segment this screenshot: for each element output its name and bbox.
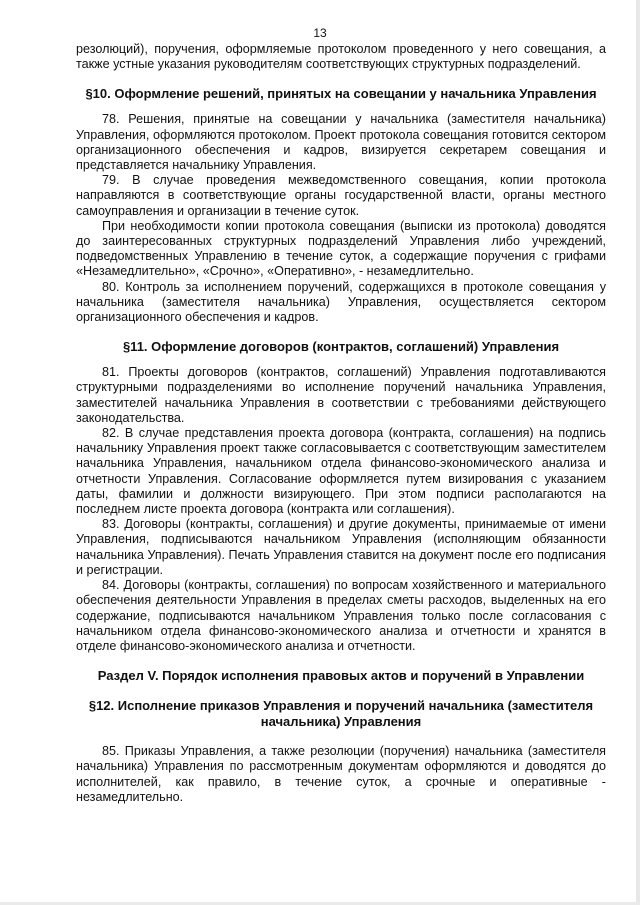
paragraph-85: 85. Приказы Управления, а также резолюции (поручения) начальника (заместителя начальника) Управления по рассмотренным документам оформляются и доводятся до исполнителей, как правило, в течение суток, а срочные и оперативные - незамедлительно. [76, 744, 606, 804]
document-body [76, 42, 606, 805]
heading-part-5: Раздел V. Порядок исполнения правовых актов и поручений в Управлении [97, 668, 585, 684]
heading-section-10: §10. Оформление решений, принятых на совещании у начальника Управления [85, 86, 597, 102]
heading-section-12-line2: начальника) Управления [260, 714, 422, 730]
page-number: 13 [313, 26, 327, 40]
paragraph-81: 81. Проекты договоров (контрактов, соглашений) Управления подготавливаются структурными подразделениями во исполнение поручений начальника Управления, заместителей начальника Управления в соответствии с требованиями действующего законодательства. [76, 365, 606, 425]
heading-section-12 [76, 698, 606, 730]
heading-section-11: §11. Оформление договоров (контрактов, соглашений) Управления [122, 339, 560, 355]
paragraph-79: 79. В случае проведения межведомственного совещания, копии протокола направляются в соответствующие органы государственной власти, органы местного самоуправления и организации в течение суток. [76, 173, 606, 218]
paragraph-78: 78. Решения, принятые на совещании у начальника (заместителя начальника) Управления, оформляются протоколом. Проект протокола совещания готовится сектором организационного обеспечения и кадров, визируется секретарем совещания и представляется начальнику Управления. [76, 112, 606, 173]
paragraph-84: 84. Договоры (контракты, соглашения) по вопросам хозяйственного и материального обеспечения деятельности Управления в пределах сметы расходов, выделенных на его содержание, подписываются начальником Управления только после согласования с начальником отдела финансово-экономического анализа и отчетности и хранятся в отделе финансово-экономического анализа и отчетности. [76, 578, 606, 653]
paragraph-82: 82. В случае представления проекта договора (контракта, соглашения) на подпись начальнику Управления проект также согласовывается с соответствующим заместителем начальника Управления, начальником отдела финансово-экономического анализа и отчетности Управления. Согласование оформляется путем визирования с указанием даты, фамилии и должности визирующего. При этом подписи располагаются на последнем листе проекта договора (контракта или соглашения). [76, 426, 606, 517]
heading-section-12-line1: §12. Исполнение приказов Управления и поручений начальника (заместителя [88, 698, 594, 714]
paragraph-intro: резолюций), поручения, оформляемые протоколом проведенного у него совещания, а также устные указания руководителям соответствующих структурных подразделений. [76, 42, 606, 72]
paragraph-79-continued: При необходимости копии протокола совещания (выписки из протокола) доводятся до заинтересованных структурных подразделений Управления либо учреждений, подведомственных Управлению в течение суток, а содержащие поручения с грифами «Незамедлительно», «Срочно», «Оперативно», - незамедлительно. [76, 218, 606, 279]
paragraph-80: 80. Контроль за исполнением поручений, содержащихся в протоколе совещания у начальника (заместителя начальника) Управления, осуществляется сектором организационного обеспечения и кадров. [76, 279, 606, 325]
scan-edge-right [636, 0, 640, 905]
paragraph-83: 83. Договоры (контракты, соглашения) и другие документы, принимаемые от имени Управления, подписываются начальником Управления (исполняющим обязанности начальника Управления). Печать Управления ставится на документ после его подписания и регистрации. [76, 517, 606, 577]
